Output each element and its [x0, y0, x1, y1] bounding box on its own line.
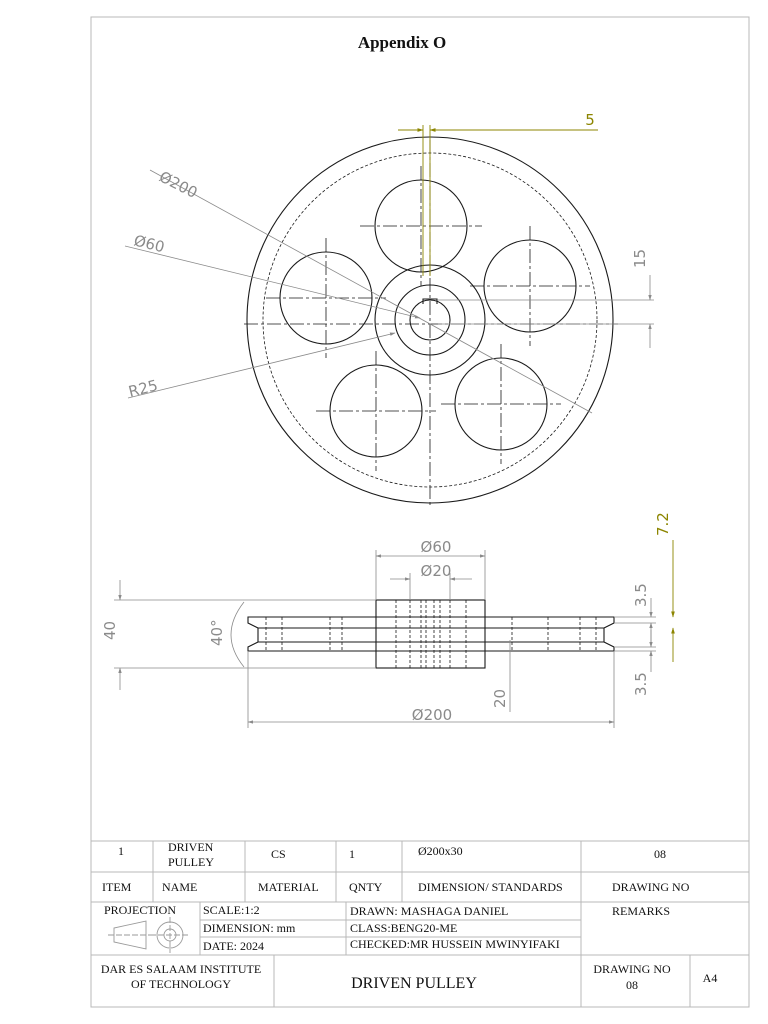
date-text: DATE: 2024 — [203, 939, 264, 953]
drawn-text: DRAWN: MASHAGA DANIEL — [350, 904, 509, 918]
row1-material: CS — [271, 847, 286, 861]
drawing-title: DRIVEN PULLEY — [351, 975, 477, 992]
leader-r25 — [128, 333, 395, 398]
dim-label-r25: R25 — [126, 376, 160, 401]
institute-line2: OF TECHNOLOGY — [130, 977, 232, 991]
remarks-text: REMARKS — [612, 904, 671, 918]
row1-item: 1 — [118, 844, 124, 858]
row1-name-line2: PULLEY — [168, 855, 214, 869]
side-label-dia-60: Ø60 — [420, 538, 452, 556]
row1-name — [168, 840, 214, 869]
side-label-dia-20: Ø20 — [420, 562, 452, 580]
dim-label-5: 5 — [585, 111, 595, 129]
dim-label-dia-60: Ø60 — [132, 231, 167, 257]
leader-dia-60 — [125, 246, 420, 318]
header-drawing-no: DRAWING NO — [612, 880, 690, 894]
header-name: NAME — [162, 880, 198, 894]
row1-dimension: Ø200x30 — [418, 844, 463, 858]
side-label-7-2: 7.2 — [654, 512, 672, 536]
title-block-text — [101, 840, 718, 992]
row1-qnty: 1 — [349, 847, 355, 861]
projection-label: PROJECTION — [104, 903, 177, 917]
side-label-40-deg: 40° — [208, 619, 226, 646]
top-view-dimensions — [125, 167, 654, 413]
institute-line1: DAR ES SALAAM INSTITUTE — [100, 962, 262, 976]
class-text: CLASS:BENG20-ME — [350, 921, 458, 935]
sheet-size: A4 — [702, 971, 718, 985]
header-dimension: DIMENSION/ STANDARDS — [418, 880, 563, 894]
side-label-40: 40 — [101, 620, 119, 640]
side-label-3-5-bottom: 3.5 — [632, 672, 650, 696]
side-label-20: 20 — [491, 688, 509, 708]
checked-text: CHECKED:MR HUSSEIN MWINYIFAKI — [350, 937, 560, 951]
row1-drawing-no: 08 — [654, 847, 666, 861]
pulley-side-view — [248, 600, 614, 668]
scale-text: SCALE:1:2 — [203, 903, 260, 917]
pulley-top-view — [244, 137, 618, 508]
drawing-no-label: DRAWING NO — [593, 962, 671, 976]
projection-symbol-icon — [108, 917, 190, 953]
angle-arc — [231, 602, 244, 667]
row1-name-line1: DRIVEN — [168, 840, 214, 854]
header-qnty: QNTY — [349, 880, 383, 894]
side-label-3-5-top: 3.5 — [632, 583, 650, 607]
hidden-lines — [266, 600, 596, 668]
dim-label-15: 15 — [631, 248, 649, 268]
side-label-dia-200: Ø200 — [411, 706, 453, 724]
page-title: Appendix O — [357, 33, 447, 52]
dim-label-dia-200: Ø200 — [156, 167, 201, 202]
hub-body — [376, 600, 485, 668]
header-item: ITEM — [102, 880, 132, 894]
header-material: MATERIAL — [258, 880, 319, 894]
dimension-unit-text: DIMENSION: mm — [203, 921, 296, 935]
drawing-no-value: 08 — [626, 978, 638, 992]
side-view-dimensions — [114, 550, 656, 728]
rim-profile-top — [248, 617, 614, 651]
lightening-holes — [280, 180, 576, 457]
